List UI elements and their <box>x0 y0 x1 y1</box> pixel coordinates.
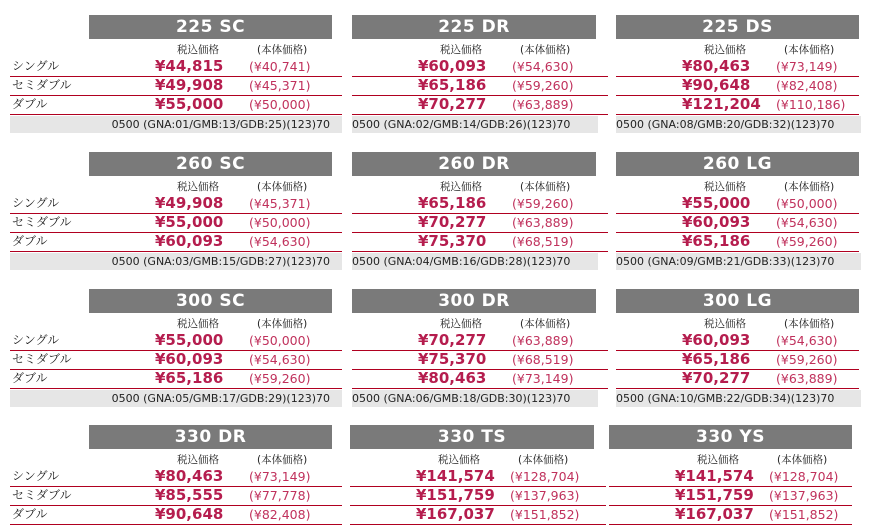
price-base: (¥40,741) <box>249 59 311 74</box>
model-title: 260 DR <box>352 152 596 176</box>
product-code: 0500 (GNA:09/GMB:21/GDB:33)(123)70 <box>616 253 861 270</box>
price-base: (¥63,889) <box>512 215 574 230</box>
price-tax-incl: ¥80,463 <box>155 467 224 485</box>
price-header: 税込価格 <box>440 44 482 56</box>
price-header: 税込価格 <box>177 454 219 466</box>
row-label: セミダブル <box>12 488 72 502</box>
price-base: (¥128,704) <box>769 469 839 484</box>
row-label: シングル <box>12 59 60 73</box>
row-label: シングル <box>12 469 60 483</box>
price-tax-incl: ¥65,186 <box>682 232 751 250</box>
price-tax-incl: ¥141,574 <box>675 467 754 485</box>
row-label: シングル <box>12 196 60 210</box>
price-base: (¥128,704) <box>510 469 580 484</box>
row-label: ダブル <box>12 234 48 248</box>
price-tax-incl: ¥75,370 <box>418 232 487 250</box>
price-base: (¥54,630) <box>249 352 311 367</box>
product-code: 0500 (GNA:03/GMB:15/GDB:27)(123)70 <box>10 253 342 270</box>
price-header: 税込価格 <box>177 318 219 330</box>
price-tax-incl: ¥141,574 <box>416 467 495 485</box>
price-base: (¥59,260) <box>249 371 311 386</box>
row-label: セミダブル <box>12 78 72 92</box>
price-tax-incl: ¥55,000 <box>682 194 751 212</box>
price-base: (¥50,000) <box>249 97 311 112</box>
price-base: (¥151,852) <box>510 507 580 522</box>
price-tax-incl: ¥90,648 <box>155 505 224 523</box>
price-tax-incl: ¥70,277 <box>418 95 487 113</box>
product-code: 0500 (GNA:02/GMB:14/GDB:26)(123)70 <box>352 116 598 133</box>
base-price-header: (本体価格) <box>520 181 571 193</box>
price-tax-incl: ¥80,463 <box>418 369 487 387</box>
price-base: (¥59,260) <box>512 196 574 211</box>
price-header: 税込価格 <box>704 181 746 193</box>
price-tax-incl: ¥60,093 <box>155 350 224 368</box>
price-base: (¥54,630) <box>249 234 311 249</box>
price-tax-incl: ¥44,815 <box>155 57 224 75</box>
price-base: (¥59,260) <box>776 352 838 367</box>
base-price-header: (本体価格) <box>257 318 308 330</box>
price-tax-incl: ¥75,370 <box>418 350 487 368</box>
row-label: ダブル <box>12 371 48 385</box>
product-code: 0500 (GNA:06/GMB:18/GDB:30)(123)70 <box>352 390 598 407</box>
model-title: 260 SC <box>89 152 332 176</box>
model-title: 330 TS <box>350 425 594 449</box>
base-price-header: (本体価格) <box>784 44 835 56</box>
price-header: 税込価格 <box>704 44 746 56</box>
base-price-header: (本体価格) <box>784 318 835 330</box>
model-title: 225 SC <box>89 15 332 39</box>
model-title: 330 YS <box>609 425 852 449</box>
model-title: 330 DR <box>89 425 332 449</box>
row-label: セミダブル <box>12 215 72 229</box>
price-tax-incl: ¥60,093 <box>155 232 224 250</box>
price-header: 税込価格 <box>177 44 219 56</box>
price-base: (¥63,889) <box>512 333 574 348</box>
model-title: 260 LG <box>616 152 859 176</box>
price-tax-incl: ¥70,277 <box>682 369 751 387</box>
price-header: 税込価格 <box>697 454 739 466</box>
product-code: 0500 (GNA:05/GMB:17/GDB:29)(123)70 <box>10 390 342 407</box>
row-label: セミダブル <box>12 352 72 366</box>
row-label: ダブル <box>12 507 48 521</box>
base-price-header: (本体価格) <box>257 44 308 56</box>
row-label: シングル <box>12 333 60 347</box>
price-base: (¥68,519) <box>512 234 574 249</box>
price-header: 税込価格 <box>704 318 746 330</box>
price-base: (¥63,889) <box>512 97 574 112</box>
price-base: (¥50,000) <box>249 333 311 348</box>
price-header: 税込価格 <box>438 454 480 466</box>
base-price-header: (本体価格) <box>777 454 828 466</box>
price-tax-incl: ¥121,204 <box>682 95 761 113</box>
price-base: (¥45,371) <box>249 78 311 93</box>
price-base: (¥54,630) <box>776 333 838 348</box>
price-base: (¥73,149) <box>249 469 311 484</box>
price-tax-incl: ¥167,037 <box>675 505 754 523</box>
price-base: (¥45,371) <box>249 196 311 211</box>
price-base: (¥54,630) <box>512 59 574 74</box>
price-base: (¥137,963) <box>769 488 839 503</box>
price-base: (¥73,149) <box>776 59 838 74</box>
product-code: 0500 (GNA:10/GMB:22/GDB:34)(123)70 <box>616 390 861 407</box>
price-base: (¥59,260) <box>776 234 838 249</box>
price-base: (¥68,519) <box>512 352 574 367</box>
base-price-header: (本体価格) <box>520 318 571 330</box>
price-tax-incl: ¥65,186 <box>418 76 487 94</box>
price-base: (¥63,889) <box>776 371 838 386</box>
price-base: (¥54,630) <box>776 215 838 230</box>
price-base: (¥82,408) <box>249 507 311 522</box>
price-tax-incl: ¥90,648 <box>682 76 751 94</box>
base-price-header: (本体価格) <box>784 181 835 193</box>
price-base: (¥151,852) <box>769 507 839 522</box>
price-tax-incl: ¥85,555 <box>155 486 224 504</box>
model-title: 300 SC <box>89 289 332 313</box>
price-tax-incl: ¥167,037 <box>416 505 495 523</box>
price-base: (¥59,260) <box>512 78 574 93</box>
price-tax-incl: ¥60,093 <box>682 213 751 231</box>
product-code: 0500 (GNA:08/GMB:20/GDB:32)(123)70 <box>616 116 861 133</box>
price-tax-incl: ¥55,000 <box>155 95 224 113</box>
model-title: 225 DS <box>616 15 859 39</box>
price-base: (¥110,186) <box>776 97 846 112</box>
price-tax-incl: ¥70,277 <box>418 331 487 349</box>
price-header: 税込価格 <box>440 318 482 330</box>
price-header: 税込価格 <box>440 181 482 193</box>
row-label: ダブル <box>12 97 48 111</box>
product-code: 0500 (GNA:04/GMB:16/GDB:28)(123)70 <box>352 253 598 270</box>
price-base: (¥77,778) <box>249 488 311 503</box>
price-tax-incl: ¥49,908 <box>155 76 224 94</box>
price-tax-incl: ¥60,093 <box>418 57 487 75</box>
price-tax-incl: ¥151,759 <box>675 486 754 504</box>
price-tax-incl: ¥70,277 <box>418 213 487 231</box>
model-title: 225 DR <box>352 15 596 39</box>
price-tax-incl: ¥60,093 <box>682 331 751 349</box>
price-base: (¥137,963) <box>510 488 580 503</box>
base-price-header: (本体価格) <box>257 454 308 466</box>
base-price-header: (本体価格) <box>518 454 569 466</box>
price-tax-incl: ¥65,186 <box>155 369 224 387</box>
base-price-header: (本体価格) <box>257 181 308 193</box>
price-tax-incl: ¥65,186 <box>418 194 487 212</box>
price-base: (¥50,000) <box>249 215 311 230</box>
price-base: (¥73,149) <box>512 371 574 386</box>
price-tax-incl: ¥80,463 <box>682 57 751 75</box>
price-tax-incl: ¥65,186 <box>682 350 751 368</box>
model-title: 300 DR <box>352 289 596 313</box>
model-title: 300 LG <box>616 289 859 313</box>
price-base: (¥82,408) <box>776 78 838 93</box>
base-price-header: (本体価格) <box>520 44 571 56</box>
product-code: 0500 (GNA:01/GMB:13/GDB:25)(123)70 <box>10 116 342 133</box>
price-tax-incl: ¥55,000 <box>155 213 224 231</box>
price-base: (¥50,000) <box>776 196 838 211</box>
price-tax-incl: ¥49,908 <box>155 194 224 212</box>
price-tax-incl: ¥151,759 <box>416 486 495 504</box>
price-tax-incl: ¥55,000 <box>155 331 224 349</box>
price-header: 税込価格 <box>177 181 219 193</box>
